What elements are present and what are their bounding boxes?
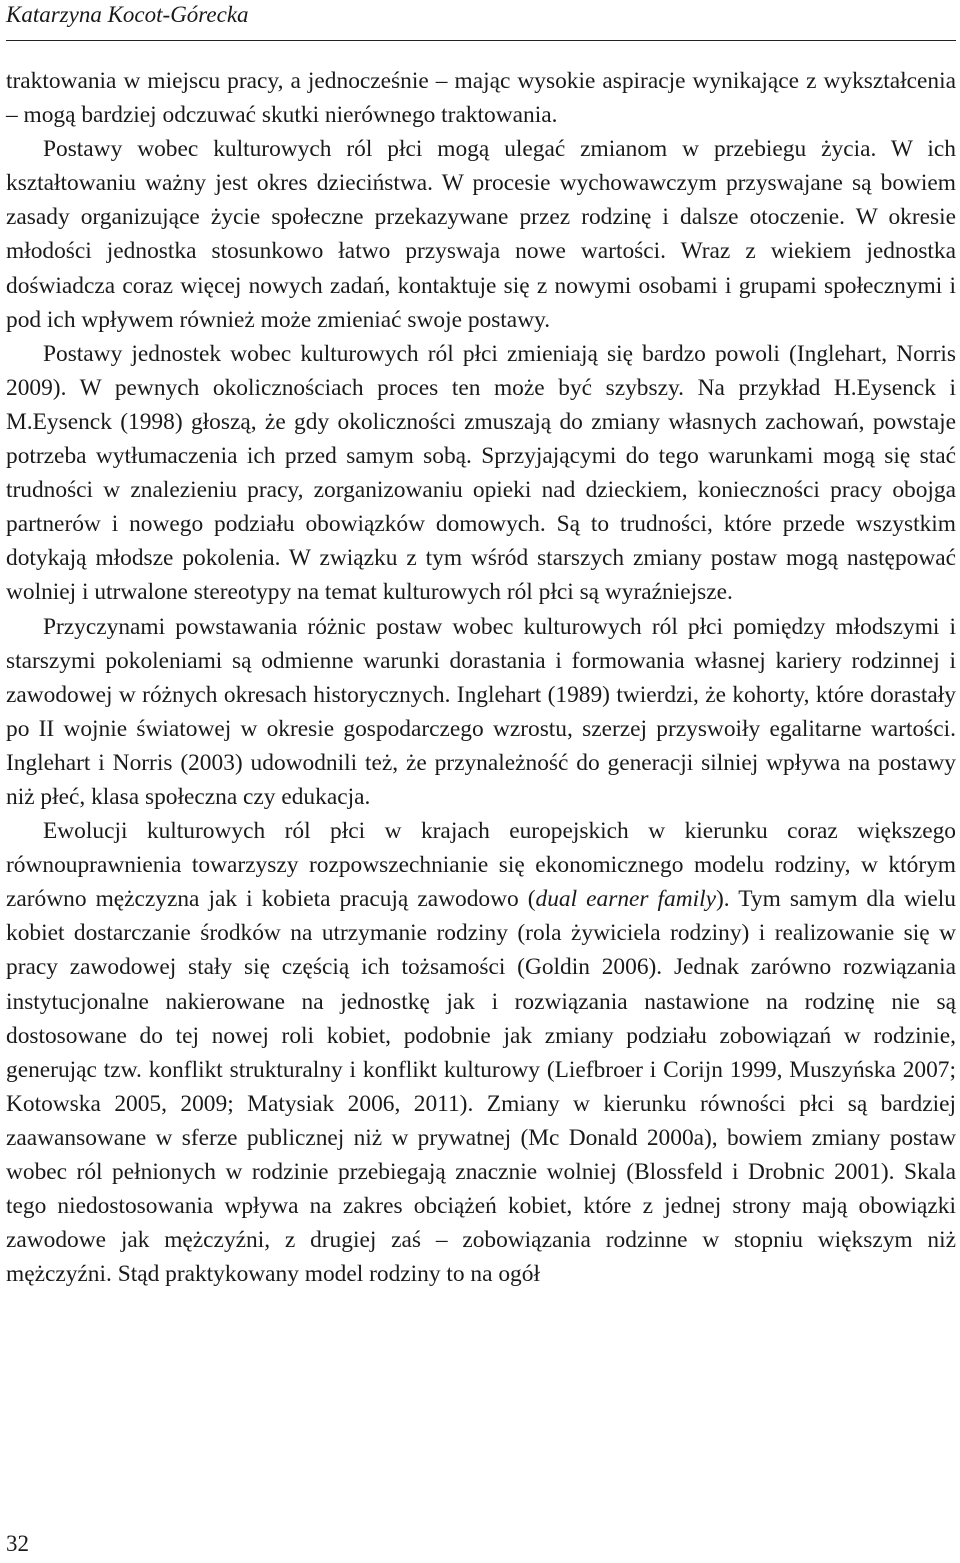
- paragraph-3: Postawy jednostek wobec kulturowych ról płci zmieniają się bardzo powoli (Inglehart, Norris 2009). W pewnych okolicznościach proces ten może być szybszy. Na przykład H.Eysenck i M.Eysenck (1998) głoszą, że gdy okoliczności zmuszają do zmiany własnych zachowań, powstaje potrzeba wytłumaczenia ich przed samym sobą. Sprzyjającymi do tego warunkami mogą się stać trudności w znalezieniu pracy, zorganizowaniu opieki nad dzieckiem, konieczności pracy obojga partnerów i nowego podziału obowiązków domowych. Są to trudności, które przede wszystkim dotykają młodsze pokolenia. W związku z tym wśród starszych zmiany postaw mogą następować wolniej i utrwalone stereotypy na temat kulturowych ról płci są wyraźniejsze.: [6, 340, 956, 606]
- paragraph-5-part-2: ). Tym samym dla wielu kobiet dostarczanie środków na utrzymanie rodziny (rola żywiciela rodziny) i realizowanie się w pracy zawodowej stały się częścią ich tożsamości (Goldin 2006). Jednak zarówno rozwiązania instytucjonalne nakierowane na jednostkę jak i rozwiązania nastawione na rodzinę nie są dostosowane do tej nowej roli kobiet, podobnie jak zmiany podziału zobowiązań w rodzinie, generując tzw. konflikt strukturalny i konflikt kulturowy (Liefbroer i Corijn 1999, Muszyńska 2007; Kotowska 2005, 2009; Matysiak 2006, 2011). Zmiany w kierunku równości płci są bardziej zaawansowane w sferze publicznej niż w prywatnej (Mc Donald 2000a), bowiem zmiany postaw wobec ról pełnionych w rodzinie przebiegają znacznie wolniej (Blossfeld i Drobnic 2001). Skala tego niedostosowania wpływa na zakres obciążeń kobiet, które z jednej strony mają obowiązki zawodowe jak mężczyźni, z drugiej zaś – zobowiązania rodzinne w stopniu większym niż mężczyźni. Stąd praktykowany model rodziny to na ogół: [6, 886, 956, 1288]
- paragraph-4: Przyczynami powstawania różnic postaw wobec kulturowych ról płci pomiędzy młodszymi i starszymi pokoleniami są odmienne warunki dorastania i formowania własnej kariery rodzinnej i zawodowej w różnych okresach historycznych. Inglehart (1989) twierdzi, że kohorty, które dorastały po II wojnie światowej w okresie gospodarczego wzrostu, szerzej przyswoiły egalitarne wartości. Inglehart i Norris (2003) udowodnili też, że przynależność do generacji silniej wpływa na postawy niż płeć, klasa społeczna czy edukacja.: [6, 613, 956, 810]
- paragraph-5: [6, 814, 956, 1291]
- body-text: [6, 64, 956, 1291]
- running-head-author: Katarzyna Kocot-Górecka: [6, 2, 249, 27]
- paragraph-5-part-1: Ewolucji kulturowych ról płci w krajach europejskich w kierunku coraz większego równouprawnienia towarzyszy rozpowszechnianie się ekonomicznego modelu rodziny, w którym zarówno mężczyzna jak i kobieta pracują zawodowo (: [6, 818, 956, 913]
- paragraph-2: Postawy wobec kulturowych ról płci mogą ulegać zmianom w przebiegu życia. W ich kształtowaniu ważny jest okres dzieciństwa. W procesie wychowawczym przyswajane są bowiem zasady organizujące życie społeczne przekazywane przez rodzinę i dalsze otoczenie. W okresie młodości jednostka stosunkowo łatwo przyswaja nowe wartości. Wraz z wiekiem jednostka doświadcza coraz więcej nowych zadań, kontaktuje się z nowymi osobami i grupami społecznymi i pod ich wpływem również może zmieniać swoje postawy.: [6, 136, 956, 333]
- page-number: 32: [6, 1531, 29, 1556]
- paragraph-5-italic-term: dual earner family: [535, 886, 716, 913]
- paragraph-1: traktowania w miejscu pracy, a jednocześnie – mając wysokie aspiracje wynikające z wykształcenia – mogą bardziej odczuwać skutki nierównego traktowania.: [6, 68, 956, 129]
- running-head: [6, 0, 956, 41]
